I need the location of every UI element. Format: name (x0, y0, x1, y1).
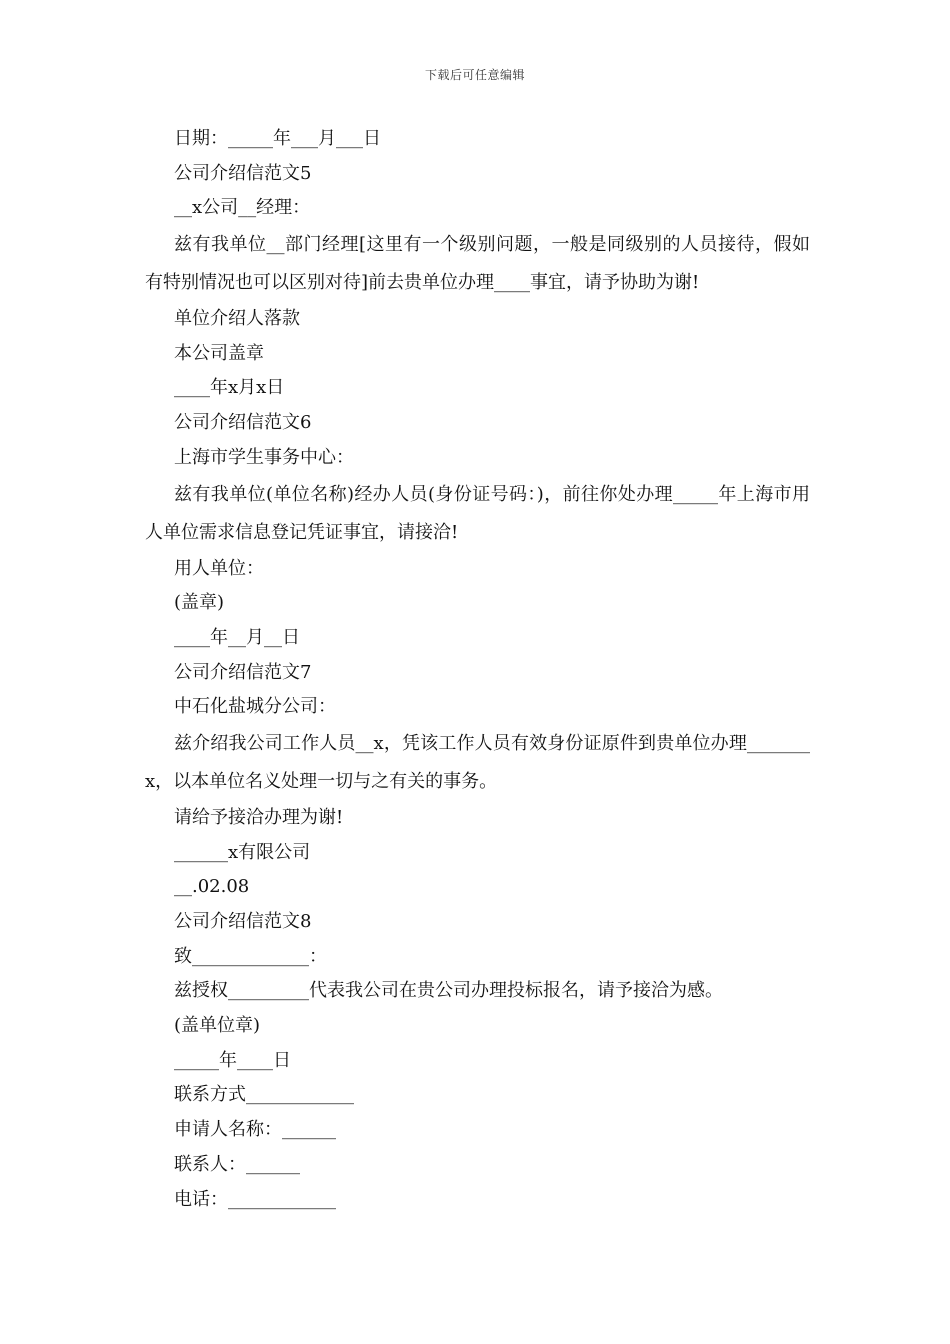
applicant-name-line: 申请人名称：______ (174, 1119, 336, 1141)
section-title-6: 公司介绍信范文6 (174, 412, 312, 434)
company-line: ______x有限公司 (174, 841, 311, 863)
date-line: __.02.08 (174, 876, 250, 898)
stamp-line: (盖章) (174, 592, 225, 614)
phone-line: 电话：____________ (174, 1188, 336, 1210)
date-line: _____年____日 (174, 1049, 291, 1071)
body-paragraph: 兹介绍我公司工作人员__x，凭该工作人员有效身份证原件到贵单位办理_______x，以本单位名义处理一切与之有关的事务。 (145, 732, 810, 792)
contact-person-line: 联系人：______ (174, 1153, 300, 1175)
employer-line: 用人单位： (174, 557, 264, 579)
stamp-line: 本公司盖章 (174, 342, 264, 364)
document-body (145, 122, 810, 1217)
contact-method-line: 联系方式____________ (174, 1084, 354, 1106)
body-paragraph: 兹有我单位(单位名称)经办人员(身份证号码：)，前往你处办理_____年上海市用人单位需求信息登记凭证事宜，请接洽! (145, 483, 810, 543)
stamp-line: (盖单位章) (174, 1015, 261, 1037)
section-title-5: 公司介绍信范文5 (174, 162, 312, 184)
date-line: ____年x月x日 (174, 377, 285, 399)
body-line: 兹授权_________代表我公司在贵公司办理投标报名，请予接洽为感。 (174, 980, 723, 1002)
section-title-7: 公司介绍信范文7 (174, 661, 312, 683)
salutation-line: 上海市学生事务中心： (174, 446, 354, 468)
signature-line: 单位介绍人落款 (174, 308, 300, 330)
body-paragraph: 兹有我单位__部门经理[这里有一个级别问题，一般是同级别的人员接待，假如有特别情况也可以区别对待]前去贵单位办理____事宜，请予协助为谢! (145, 234, 810, 294)
salutation-line: 中石化盐城分公司： (174, 696, 336, 718)
salutation-line: __x公司__经理： (174, 197, 311, 219)
section-title-8: 公司介绍信范文8 (174, 911, 312, 932)
salutation-line: 致_____________： (174, 945, 327, 967)
date-line: ____年__月__日 (174, 626, 300, 648)
page-header-note: 下载后可任意编辑 (424, 68, 525, 82)
date-line: 日期：_____年___月___日 (174, 128, 381, 149)
closing-line: 请给予接洽办理为谢! (174, 806, 344, 828)
